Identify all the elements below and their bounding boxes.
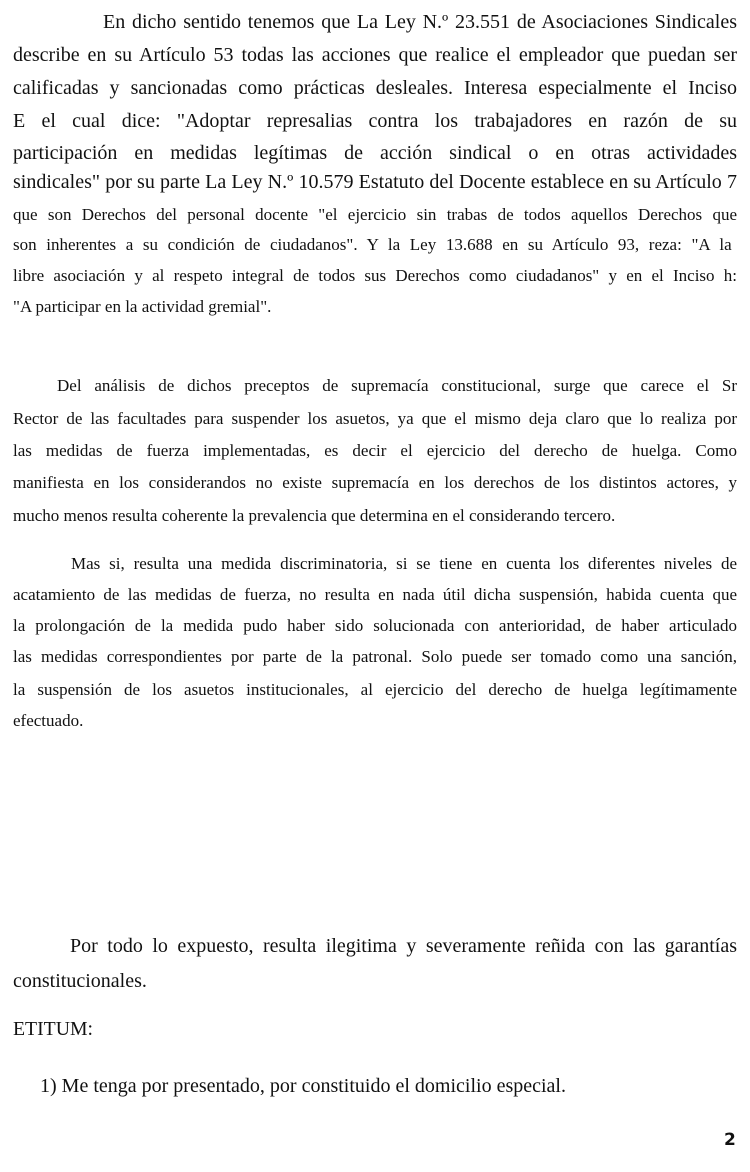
text-line: efectuado. (13, 711, 84, 730)
text-line: E el cual dice: "Adoptar represalias contra los trabajadores en razón de su (13, 110, 737, 132)
text-line: acatamiento de las medidas de fuerza, no resulta en nada útil dicha suspensión, habida cuenta que (13, 585, 737, 604)
text-line: que son Derechos del personal docente "el ejercicio sin trabas de todos aquellos Derechos que (13, 205, 737, 224)
text-line: libre asociación y al respeto integral de todos sus Derechos como ciudadanos" y en el Inciso h: (13, 266, 737, 285)
text-line: son inherentes a su condición de ciudadanos". Y la Ley 13.688 en su Artículo 93, reza: "A la (13, 235, 732, 254)
text-line: la prolongación de la medida pudo haber sido solucionada con anterioridad, de haber articulado (13, 616, 737, 635)
text-line: las medidas de fuerza implementadas, es decir el ejercicio del derecho de huelga. Como (13, 441, 737, 460)
text-line: la suspensión de los asuetos institucionales, al ejercicio del derecho de huelga legítimamente (13, 680, 737, 699)
text-line: sindicales" por su parte La Ley N.º 10.579 Estatuto del Docente establece en su Artículo 7 (13, 171, 737, 193)
text-line: "A participar en la actividad gremial". (13, 297, 272, 316)
page-number: 2 (724, 1130, 736, 1150)
text-line: Por todo lo expuesto, resulta ilegitima y severamente reñida con las garantías (70, 935, 737, 957)
text-line: calificadas y sancionadas como prácticas desleales. Interesa especialmente el Inciso (13, 77, 737, 99)
text-line: Rector de las facultades para suspender los asuetos, ya que el mismo deja claro que lo realiza por (13, 409, 737, 428)
text-line: manifiesta en los considerandos no existe supremacía en los derechos de los distintos actores, y (13, 473, 737, 492)
text-line: En dicho sentido tenemos que La Ley N.º 23.551 de Asociaciones Sindicales (103, 11, 737, 33)
text-line: las medidas correspondientes por parte de la patronal. Solo puede ser tomado como una sanción, (13, 647, 737, 666)
text-line: Del análisis de dichos preceptos de supremacía constitucional, surge que carece el Sr (57, 376, 737, 395)
text-line: describe en su Artículo 53 todas las acciones que realice el empleador que puedan ser (13, 44, 737, 66)
text-line: mucho menos resulta coherente la prevalencia que determina en el considerando tercero. (13, 506, 616, 525)
list-item: 1) Me tenga por presentado, por constituido el domicilio especial. (40, 1075, 566, 1097)
text-line: Mas si, resulta una medida discriminatoria, si se tiene en cuenta los diferentes niveles de (71, 554, 737, 573)
text-line: constitucionales. (13, 970, 147, 992)
section-heading: ETITUM: (13, 1018, 93, 1040)
text-line: participación en medidas legítimas de acción sindical o en otras actividades (13, 142, 737, 164)
